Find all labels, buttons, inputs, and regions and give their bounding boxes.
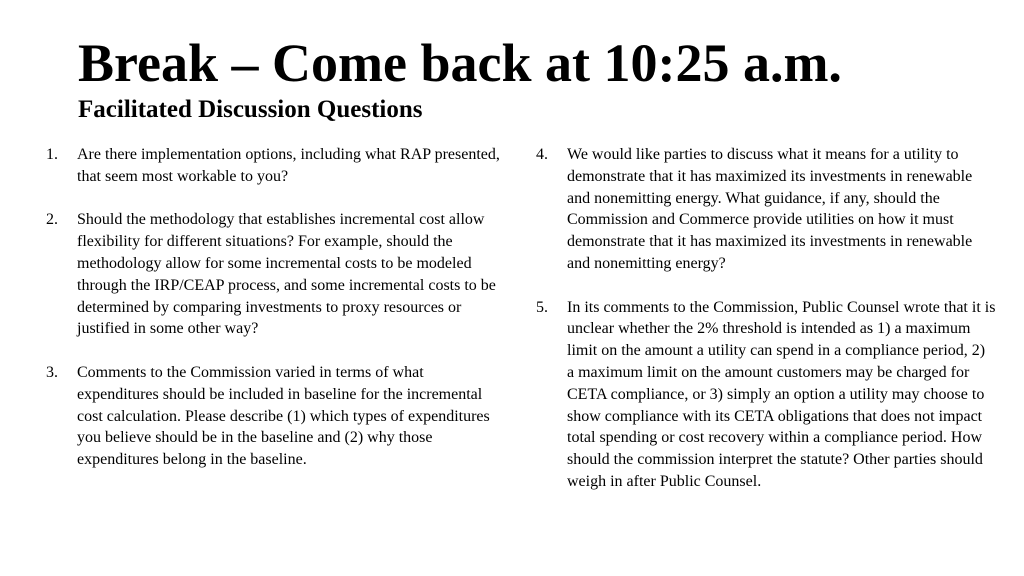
slide-subtitle: Facilitated Discussion Questions — [78, 96, 423, 123]
question-number: 3. — [46, 363, 58, 381]
question-text: Are there implementation options, including what RAP presented, that seem most workable to you? — [77, 146, 500, 185]
questions-left-column — [46, 144, 506, 493]
question-item-1 — [46, 144, 506, 188]
question-item-5 — [536, 297, 996, 493]
question-text: Comments to the Commission varied in terms of what expenditures should be included in baseline for the incremental cost calculation. Please describe (1) which types of expenditures you believe should be in the baseline and (2) why those expenditures belong in the baseline. — [77, 363, 490, 469]
question-item-3 — [46, 362, 506, 471]
question-number: 1. — [46, 146, 58, 163]
question-number: 2. — [46, 211, 58, 229]
question-text: We would like parties to discuss what it means for a utility to demonstrate that it has maximized its investments in renewable and nonemitting energy. What guidance, if any, should the Commission and Commerce provide utilities on how it must demonstrate that it has maximized its investments in renewable and nonemitting energy? — [567, 146, 973, 272]
question-text: In its comments to the Commission, Public Counsel wrote that it is unclear whether the 2% threshold is intended as 1) a maximum limit on the amount a utility can spend in a compliance period, 2) a maximum limit on the amount customers may be charged for CETA compliance, or 3) simply an option a utility may choose to show compliance with its CETA obligations that does not impact total spending or cost recovery within a compliance period. How should the commission interpret the statute? Other parties should weigh in after Public Counsel. — [567, 298, 996, 490]
question-text: Should the methodology that establishes incremental cost allow flexibility for different situations? For example, should the methodology allow for some incremental costs to be modeled through the IRP/CEAP process, and some incremental costs to be determined by comparing investments to proxy resources or justified in some other way? — [77, 211, 496, 338]
question-number: 4. — [536, 146, 548, 163]
question-item-2 — [46, 209, 506, 340]
slide-title: Break – Come back at 10:25 a.m. — [78, 33, 842, 93]
question-number: 5. — [536, 298, 548, 316]
questions-right-column — [536, 144, 996, 515]
question-item-4 — [536, 144, 996, 275]
